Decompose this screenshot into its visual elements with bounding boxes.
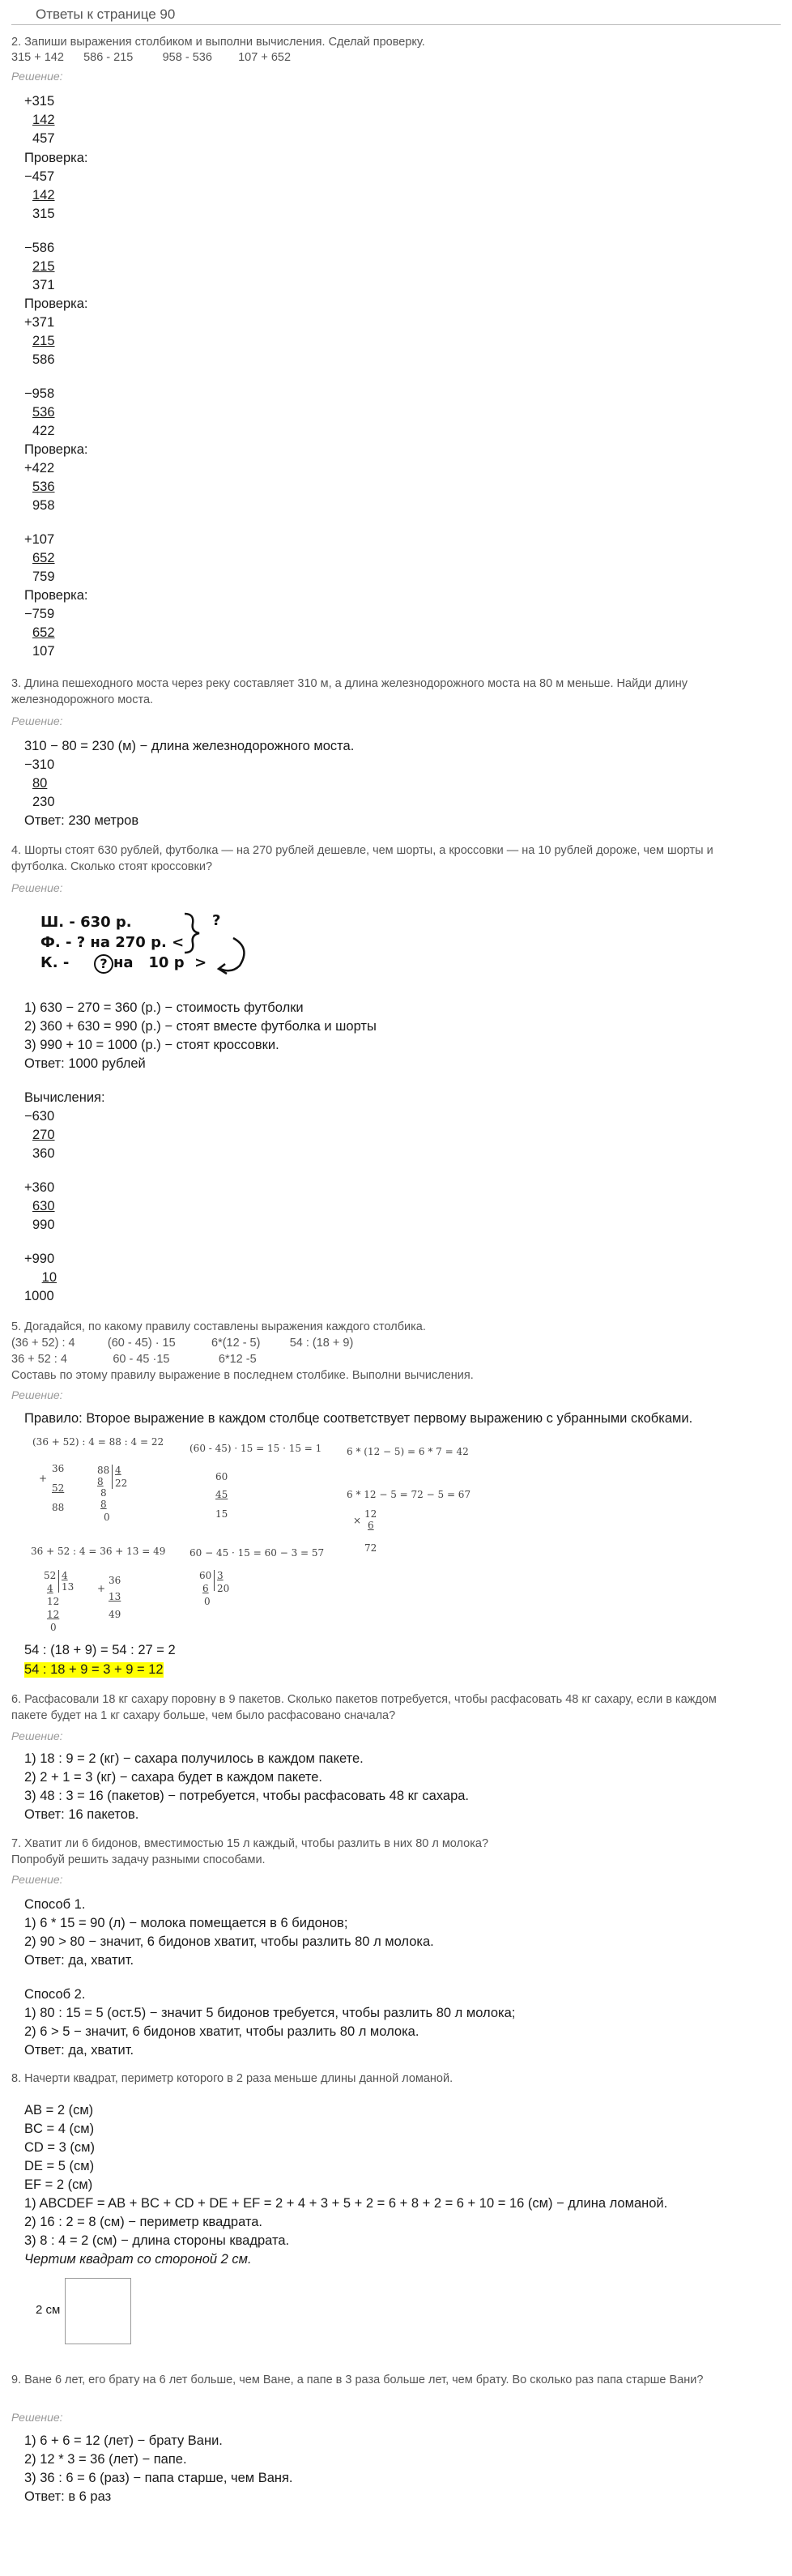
calc-digit: 22 <box>115 1478 128 1489</box>
solution-line: 3) 36 : 6 = 6 (раз) − папа старше, чем Ваня. <box>24 2471 293 2485</box>
task-5-text-2: Составь по этому правилу выражение в последнем столбике. Выполни вычисления. <box>11 1369 474 1382</box>
calc-digit: 3 <box>217 1570 224 1581</box>
answer-line: Ответ: да, хватит. <box>24 2043 134 2058</box>
calc-line: −310 <box>24 757 55 772</box>
check-label: Проверка: <box>24 296 88 311</box>
task-8-text: 8. Начерти квадрат, периметр которого в 2 раза меньше длины данной ломаной. <box>11 2072 453 2085</box>
division-line <box>58 1570 59 1593</box>
solution-label: Решение: <box>11 714 63 727</box>
calc-digit: 4 <box>47 1583 53 1594</box>
solution-line: 1) 80 : 15 = 5 (ост.5) − значит 5 бидонов требуется, чтобы разлить 80 л молока; <box>24 2006 516 2020</box>
plus-sign: + <box>39 1473 48 1484</box>
calc-line: 360 <box>32 1146 55 1161</box>
solution-line: 2) 12 * 3 = 36 (лет) − папе. <box>24 2452 187 2467</box>
header-divider <box>11 24 781 25</box>
solution-label: Решение: <box>11 70 63 83</box>
calc-line: 958 <box>32 498 55 513</box>
calc-digit: 6 <box>368 1520 374 1531</box>
method-label: Способ 2. <box>24 1987 86 2002</box>
answer-line: Ответ: в 6 раз <box>24 2489 112 2504</box>
calc-line: 10 <box>41 1270 57 1285</box>
solution-line: BC = 4 (см) <box>24 2122 95 2136</box>
solution-line: 2) 2 + 1 = 3 (кг) − сахара будет в каждом пакете. <box>24 1770 322 1785</box>
calc-line: 536 <box>32 480 55 494</box>
division-line <box>112 1465 113 1489</box>
solution-line: 1) 18 : 9 = 2 (кг) − сахара получилось в каждом пакете. <box>24 1751 364 1766</box>
calc-digit: 52 <box>44 1570 57 1581</box>
calc-digit: 12 <box>47 1596 60 1607</box>
calc-line: 215 <box>32 259 55 274</box>
solution-line: 3) 48 : 3 = 16 (пакетов) − потребуется, чтобы расфасовать 48 кг сахара. <box>24 1789 470 1803</box>
check-label: Проверка: <box>24 588 88 603</box>
calc-line: 270 <box>32 1128 55 1142</box>
task-5-text: 5. Догадайся, по какому правилу составлены выражения каждого столбика. <box>11 1320 426 1333</box>
calc-digit: 36 <box>109 1575 121 1586</box>
check-label: Проверка: <box>24 442 88 457</box>
calc-digit: 6 <box>202 1583 209 1594</box>
calc-line: −457 <box>24 169 55 184</box>
solution-line: 2) 6 > 5 − значит, 6 бидонов хватит, чтобы разлить 80 л молока. <box>24 2024 419 2039</box>
calc-line: 630 <box>32 1199 55 1213</box>
solution-line: EF = 2 (см) <box>24 2177 93 2192</box>
calc-digit: 12 <box>47 1609 60 1620</box>
calc-line: 586 <box>32 352 55 367</box>
solution-line: 2) 360 + 630 = 990 (р.) − стоят вместе футболка и шорты <box>24 1019 377 1034</box>
calc-line: +107 <box>24 532 55 547</box>
answer-line: Ответ: 16 пакетов. <box>24 1807 139 1822</box>
calc-digit: 12 <box>364 1508 377 1520</box>
solution-line: 3) 990 + 10 = 1000 (р.) − стоят кроссовки. <box>24 1038 279 1052</box>
instruction-line: Чертим квадрат со стороной 2 см. <box>24 2252 252 2267</box>
sketch-line: Ш. - 630 р. <box>40 914 132 931</box>
calc-digit: 20 <box>217 1583 230 1594</box>
calc-line: +371 <box>24 315 55 330</box>
solution-label: Решение: <box>11 881 63 894</box>
calc-line: +360 <box>24 1180 55 1195</box>
calc-line: 80 <box>32 776 48 791</box>
task-3-text: 3. Длина пешеходного моста через реку составляет 310 м, а длина железнодорожного моста на 80 м меньше. Найди длину железнодорожного моста. <box>11 677 688 706</box>
calc-line: 422 <box>32 424 55 438</box>
task-5-expressions-2: 36 + 52 : 4 60 - 45 ·15 6*12 -5 <box>11 1353 257 1366</box>
sketch-line: К. - <box>40 954 70 971</box>
calc-digit: 60 <box>199 1570 212 1581</box>
answer-line: Ответ: да, хватит. <box>24 1953 134 1968</box>
division-line <box>214 1570 215 1591</box>
calc-line: −759 <box>24 607 55 621</box>
calc-expr: (36 + 52) : 4 = 88 : 4 = 22 <box>32 1436 164 1448</box>
calc-line: 1000 <box>24 1289 54 1303</box>
calc-line: +422 <box>24 461 55 476</box>
highlighted-answer: 54 : 18 + 9 = 3 + 9 = 12 <box>24 1662 164 1677</box>
plus-sign: + <box>97 1583 106 1594</box>
sketch-question: ? <box>212 912 221 929</box>
calc-line: 759 <box>32 569 55 584</box>
calc-digit: 72 <box>364 1542 377 1554</box>
solution-line: AB = 2 (см) <box>24 2103 94 2118</box>
solution-label: Решение: <box>11 1729 63 1742</box>
task-9-text: 9. Ване 6 лет, его брату на 6 лет больше, чем Ване, а папе в 3 раза больше лет, чем брату. Во сколько раз папа старше Вани? <box>11 2373 704 2386</box>
calc-line: 107 <box>32 644 55 659</box>
calc-line: 652 <box>32 625 55 640</box>
calc-line: +990 <box>24 1252 55 1266</box>
solution-line: 1) 630 − 270 = 360 (р.) − стоимость футболки <box>24 1000 304 1015</box>
calc-line: 536 <box>32 405 55 420</box>
calc-line: 990 <box>32 1218 55 1232</box>
task-7-text: 7. Хватит ли 6 бидонов, вместимостью 15 л каждый, чтобы разлить в них 80 л молока? <box>11 1837 489 1850</box>
calc-digit: 0 <box>204 1596 211 1607</box>
drawn-square <box>65 2278 131 2344</box>
calc-line: 230 <box>32 795 55 809</box>
page-title: Ответы к странице 90 <box>36 6 176 22</box>
calc-expr: 6 * (12 − 5) = 6 * 7 = 42 <box>347 1446 469 1457</box>
calc-line: −630 <box>24 1109 55 1124</box>
calc-expr: 60 − 45 · 15 = 60 − 3 = 57 <box>189 1547 325 1559</box>
calc-line: +315 <box>24 94 55 109</box>
calc-digit: 8 <box>100 1499 107 1510</box>
task-2-expressions: 315 + 142 586 - 215 958 - 536 107 + 652 <box>11 51 292 64</box>
answer-line: 54 : (18 + 9) = 54 : 27 = 2 <box>24 1643 176 1657</box>
calc-digit: 88 <box>97 1465 110 1476</box>
calc-digit: 36 <box>52 1463 65 1474</box>
rule-line: Правило: Второе выражение в каждом столбце соответствует первому выражению с убранными скобками. <box>24 1411 693 1426</box>
handwritten-sketch <box>24 906 267 979</box>
brace-arrow-sketch <box>178 906 267 979</box>
calc-line: 457 <box>32 131 55 146</box>
calc-digit: 4 <box>115 1465 121 1476</box>
solution-line: DE = 5 (см) <box>24 2159 95 2173</box>
calc-line: 652 <box>32 551 55 565</box>
solution-line: 1) ABCDEF = AB + BC + CD + DE + EF = 2 + 4 + 3 + 5 + 2 = 6 + 8 + 2 = 6 + 10 = 16 (см) − длина ломаной. <box>24 2196 668 2211</box>
calc-line: 142 <box>32 113 55 127</box>
calc-line: 371 <box>32 278 55 292</box>
calc-digit: 13 <box>109 1591 121 1602</box>
task-4-text: 4. Шорты стоят 630 рублей, футболка — на 270 рублей дешевле, чем шорты, а кроссовки — на 10 рублей дороже, чем шорты и футболка. Сколько стоят кроссовки? <box>11 844 713 873</box>
solution-label: Решение: <box>11 1388 63 1401</box>
calc-digit: 0 <box>50 1622 57 1633</box>
calc-digit: 49 <box>109 1609 121 1620</box>
task-5-expressions-1: (36 + 52) : 4 (60 - 45) · 15 6*(12 - 5) 54 : (18 + 9) <box>11 1337 354 1350</box>
calc-digit: 0 <box>104 1512 110 1523</box>
calc-digit: 88 <box>52 1502 65 1513</box>
method-label: Способ 1. <box>24 1897 86 1912</box>
task-7-text-2: Попробуй решить задачу разными способами. <box>11 1853 266 1866</box>
calc-digit: 60 <box>215 1471 228 1482</box>
check-label: Проверка: <box>24 151 88 165</box>
calc-line: 142 <box>32 188 55 203</box>
calc-digit: 52 <box>52 1482 65 1494</box>
solution-line: 2) 90 > 80 − значит, 6 бидонов хватит, чтобы разлить 80 л молока. <box>24 1934 434 1949</box>
solution-label: Решение: <box>11 1873 63 1886</box>
calc-expr: 6 * 12 − 5 = 72 − 5 = 67 <box>347 1489 471 1500</box>
calc-line: 315 <box>32 207 55 221</box>
solution-line: CD = 3 (см) <box>24 2140 95 2155</box>
sketch-line: на 10 р > <box>113 954 207 971</box>
calc-digit: 15 <box>215 1508 228 1520</box>
calc-digit: 13 <box>62 1581 75 1593</box>
solution-line: 310 − 80 = 230 (м) − длина железнодорожного моста. <box>24 739 355 753</box>
calc-expr: 36 + 52 : 4 = 36 + 13 = 49 <box>31 1546 166 1557</box>
calc-line: −586 <box>24 241 55 255</box>
solution-line: 1) 6 + 6 = 12 (лет) − брату Вани. <box>24 2433 223 2448</box>
calculations-label: Вычисления: <box>24 1090 105 1105</box>
solution-line: 3) 8 : 4 = 2 (см) − длина стороны квадрата. <box>24 2233 290 2248</box>
task-2-text: 2. Запиши выражения столбиком и выполни вычисления. Сделай проверку. <box>11 36 425 49</box>
square-side-label: 2 см <box>36 2303 61 2317</box>
calc-digit: 45 <box>215 1489 228 1500</box>
answer-line: Ответ: 1000 рублей <box>24 1056 146 1071</box>
calc-digit: 8 <box>97 1476 104 1487</box>
solution-label: Решение: <box>11 2411 63 2424</box>
task-6-text: 6. Расфасовали 18 кг сахару поровну в 9 пакетов. Сколько пакетов потребуется, чтобы расфасовать 48 кг сахару, если в каждом пакете будет на 1 кг сахару больше, чем было расфасовано сначала? <box>11 1693 717 1722</box>
calc-expr: (60 - 45) · 15 = 15 · 15 = 1 <box>189 1443 322 1454</box>
solution-line: 1) 6 * 15 = 90 (л) − молока помещается в 6 бидонов; <box>24 1916 348 1930</box>
solution-line: 2) 16 : 2 = 8 (см) − периметр квадрата. <box>24 2215 263 2229</box>
calc-digit: 4 <box>62 1570 68 1581</box>
calc-line: 215 <box>32 334 55 348</box>
times-sign: × <box>353 1515 362 1526</box>
question-circle: ? <box>94 954 113 974</box>
calc-line: −958 <box>24 386 55 401</box>
calc-digit: 8 <box>100 1487 107 1499</box>
answer-line: Ответ: 230 метров <box>24 813 139 828</box>
sketch-line: Ф. - ? на 270 р. < <box>40 934 185 951</box>
